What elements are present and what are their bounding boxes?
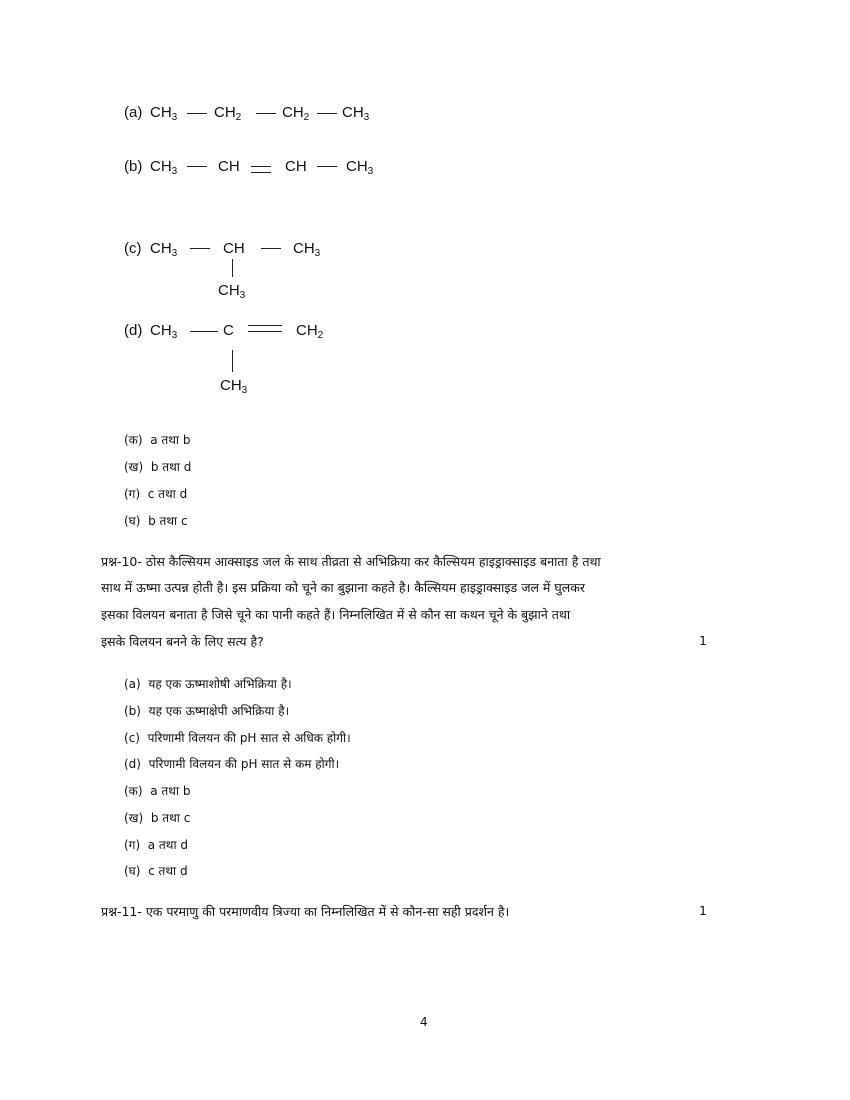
structure-c-label: (c) (124, 240, 142, 257)
q10-option-gha: (घ) c तथा d (124, 864, 188, 878)
single-bond (256, 113, 276, 114)
single-bond (261, 248, 281, 249)
structure-a-group-2: $CH_2$ (214, 104, 242, 123)
single-bond (187, 113, 207, 114)
q10-marks: 1 (699, 633, 707, 648)
single-bond (317, 166, 337, 167)
structure-c-group-2: CH (223, 240, 245, 257)
q10-line-4: इसके विलयन बनने के लिए सत्य है? (101, 634, 264, 649)
structure-d-label: (d) (124, 322, 143, 339)
structure-b-group-2: CH (218, 158, 240, 175)
structure-c-group-1: $CH_3$ (150, 240, 178, 259)
q10-statement-b: (b) यह एक ऊष्माक्षेपी अभिक्रिया है। (124, 704, 290, 718)
double-bond-line-2 (251, 172, 271, 173)
q11-marks: 1 (699, 903, 707, 918)
q10-statement-c: (c) परिणामी विलयन की pH सात से अधिक होगी। (124, 731, 351, 745)
structure-c-branch: $CH_3$ (218, 282, 246, 301)
single-bond (317, 113, 337, 114)
q10-statement-d: (d) परिणामी विलयन की pH सात से कम होगी। (124, 757, 340, 771)
structure-a-label: (a) (124, 104, 143, 121)
option-gha: (घ) b तथा c (124, 514, 188, 528)
option-ga: (ग) c तथा d (124, 487, 188, 501)
structure-b-group-1: $CH_3$ (150, 158, 178, 177)
single-bond (187, 166, 207, 167)
single-bond (190, 248, 210, 249)
structure-d-group-3: $CH_2$ (296, 322, 324, 341)
page-number: 4 (420, 1015, 428, 1029)
q10-option-kha: (ख) b तथा c (124, 811, 191, 825)
structure-b-label: (b) (124, 158, 143, 175)
q10-statement-a: (a) यह एक ऊष्माशोषी अभिक्रिया है। (124, 677, 292, 691)
vertical-bond (232, 259, 233, 277)
structure-d-group-1: $CH_3$ (150, 322, 178, 341)
single-bond (190, 331, 218, 332)
structure-a-group-3: $CH_2$ (282, 104, 310, 123)
structure-d-group-2: C (223, 322, 234, 339)
option-ka: (क) a तथा b (124, 433, 191, 447)
structure-a-group-1: $CH_3$ (150, 104, 178, 123)
structure-b-group-4: $CH_3$ (346, 158, 374, 177)
vertical-bond (232, 350, 233, 372)
double-bond-line-1 (251, 166, 271, 167)
q10-line-2: साथ में ऊष्मा उत्पन्न होती है। इस प्रक्रिया को चूने का बुझाना कहते है। कैल्सियम हाइड्राक्साइड जल में घुलकर (101, 580, 585, 595)
structure-a-group-4: $CH_3$ (342, 104, 370, 123)
q10-line-1: प्रश्न-10- ठोस कैल्सियम आक्साइड जल के साथ तीव्रता से अभिक्रिया कर कैल्सियम हाइड्राक्साइड बनाता है तथा (101, 554, 601, 569)
double-bond-line-1 (248, 325, 282, 326)
structure-d-branch: $CH_3$ (220, 377, 248, 396)
structure-b-group-3: CH (285, 158, 307, 175)
double-bond-line-2 (248, 331, 282, 332)
q10-line-3: इसका विलयन बनाता है जिसे चूने का पानी कहते हैं। निम्नलिखित में से कौन सा कथन चूने के बुझाने तथा (101, 607, 571, 622)
q10-option-ka: (क) a तथा b (124, 784, 191, 798)
q11-text: प्रश्न-11- एक परमाणु की परमाणवीय त्रिज्या का निम्नलिखित में से कौन-सा सही प्रदर्शन है। (101, 904, 510, 919)
q10-option-ga: (ग) a तथा d (124, 838, 188, 852)
option-kha: (ख) b तथा d (124, 460, 192, 474)
structure-c-group-3: $CH_3$ (293, 240, 321, 259)
